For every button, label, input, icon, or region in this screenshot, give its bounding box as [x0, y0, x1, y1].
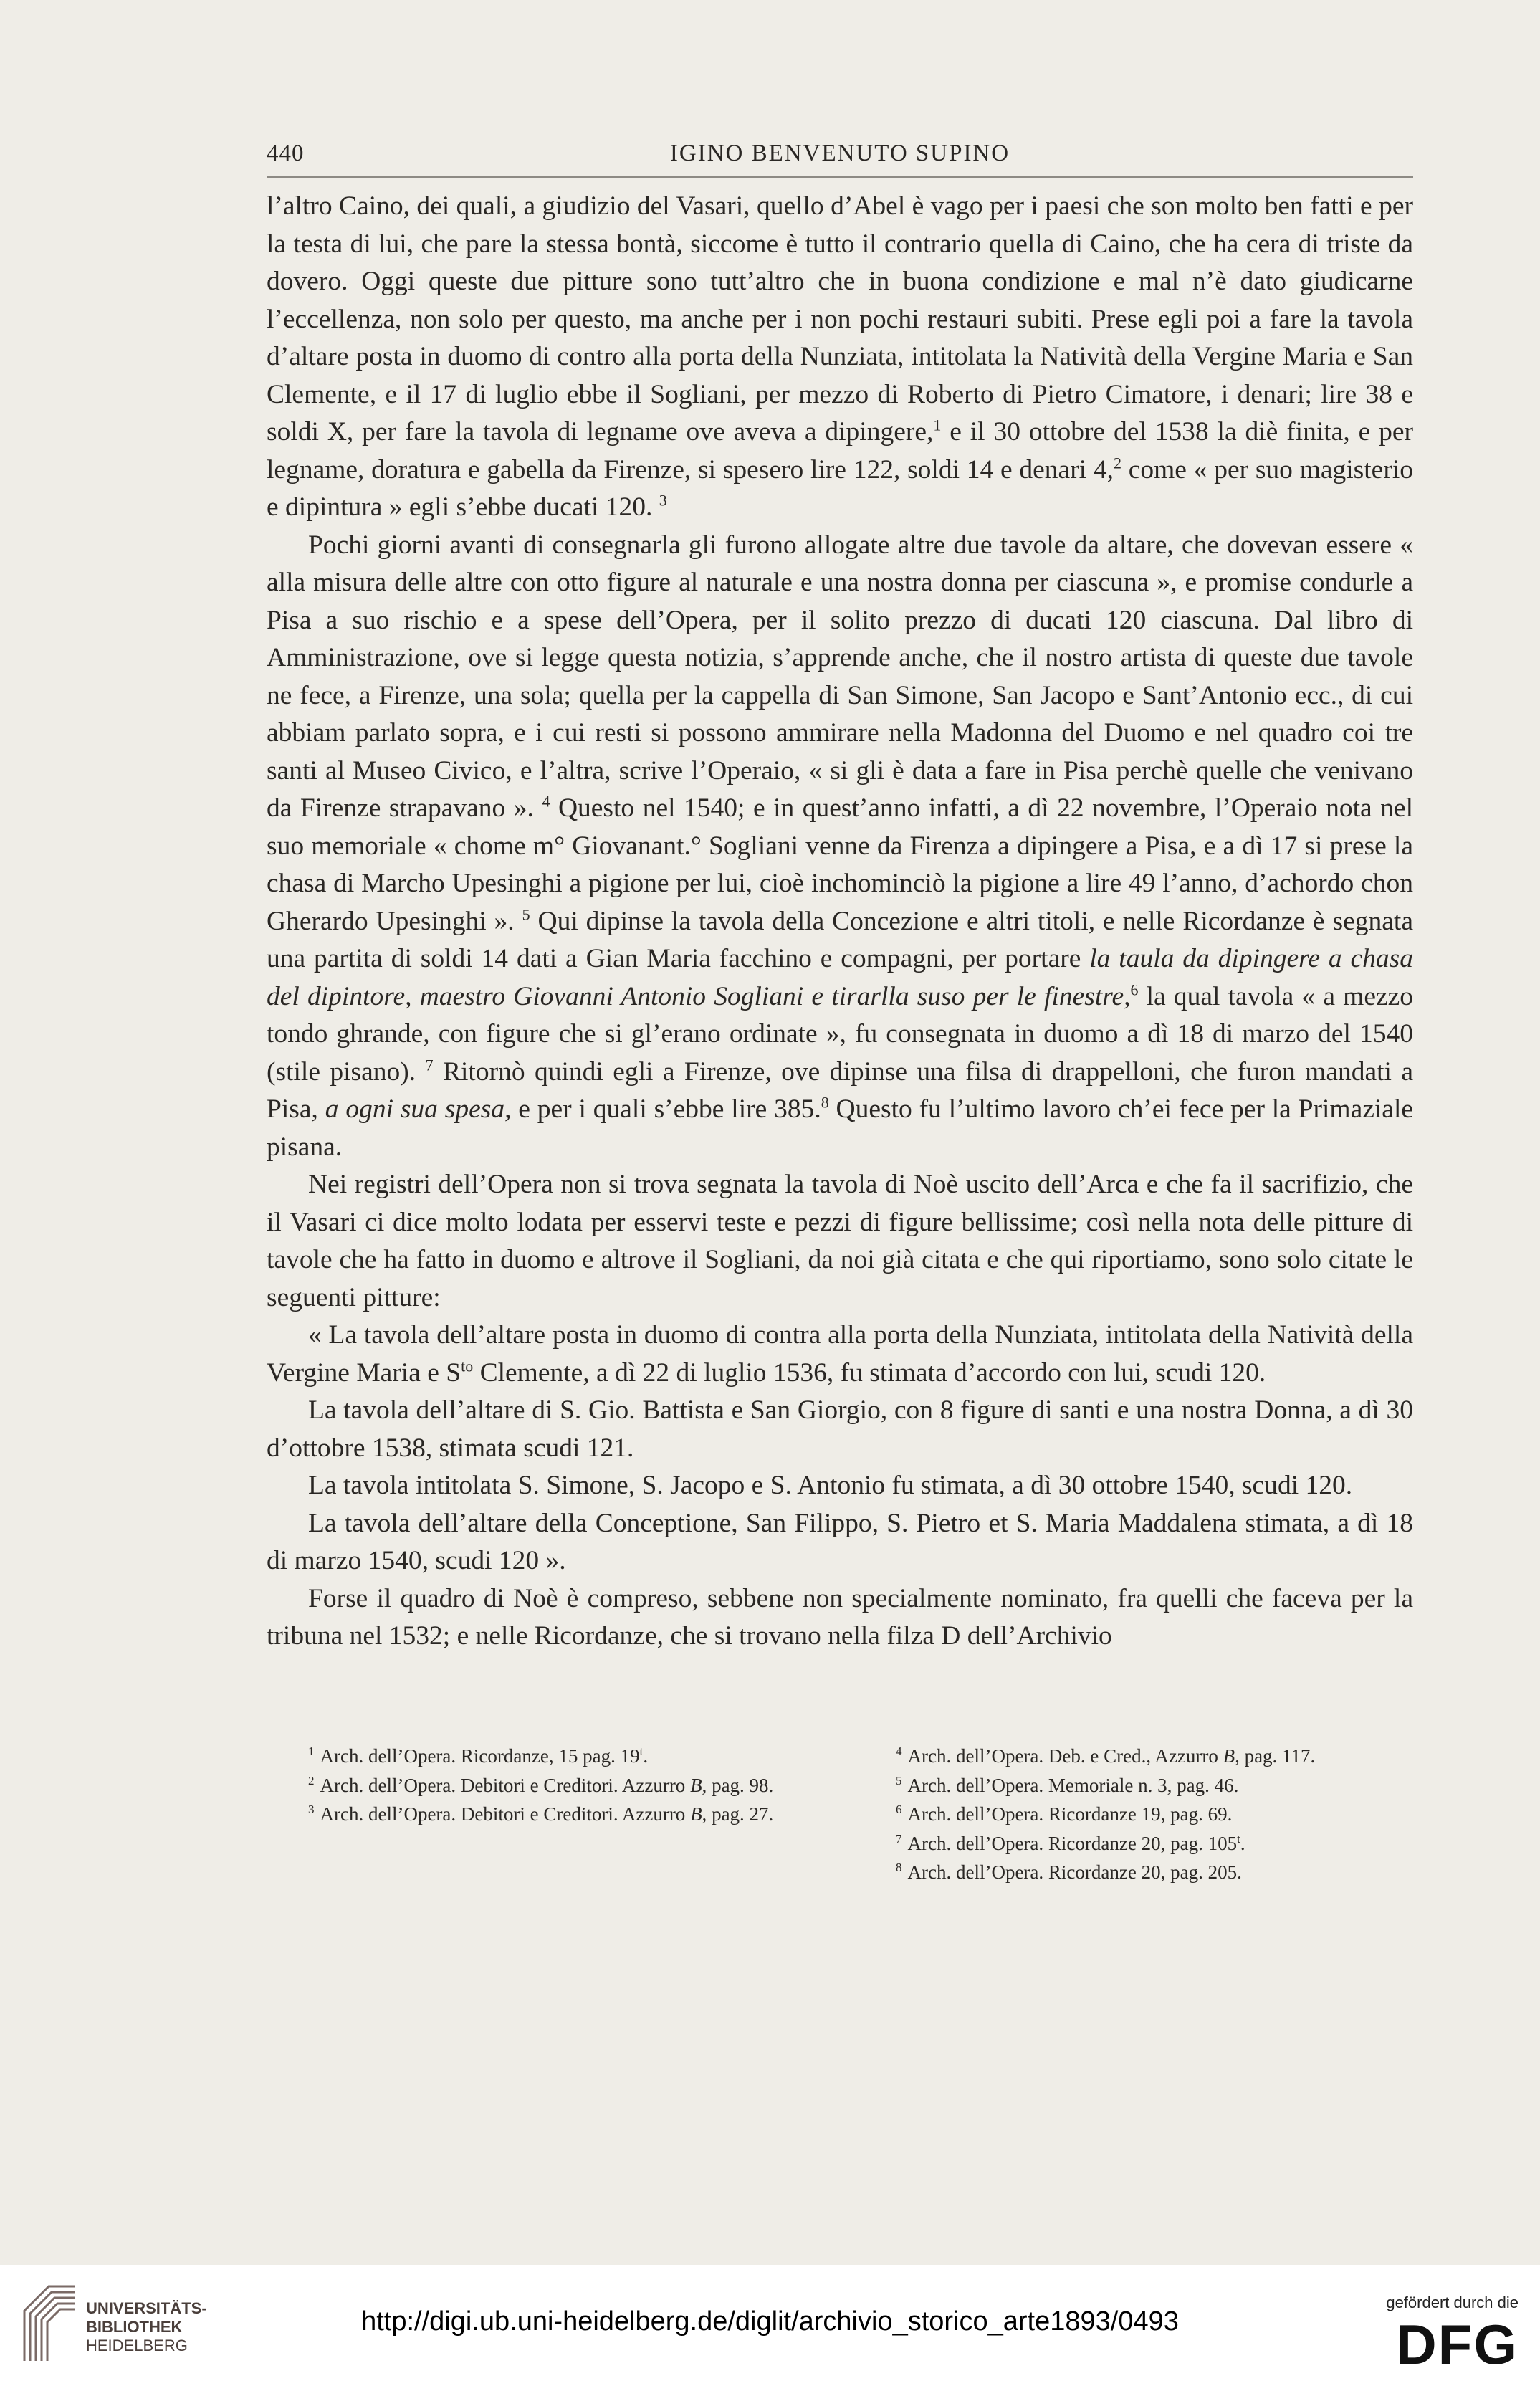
footnotes-left-column: [267, 1742, 826, 1829]
paragraph-2: [267, 527, 1413, 1167]
footnote-text: pag. 27.: [707, 1803, 774, 1825]
footnote-number: 8: [896, 1861, 902, 1874]
footnote-text: Arch. dell’Opera. Ricordanze, 15 pag. 19: [320, 1745, 640, 1767]
footnote-6: [854, 1800, 1413, 1829]
body-text: [267, 188, 1413, 1656]
text-run: Pochi giorni avanti di consegnarla gli furono allogate altre due tavole da altare, che dovevan essere « alla misura delle altre con otto figure al naturale e una nostra donna per ciascuna », e promise condurle a Pisa a suo rischio e a spese dell’Opera, per il solito prezzo di ducati 120 ciascuna. Dal libro di Amministrazione, ove si legge questa notizia, s’apprende anche, che il nostro artista di queste due tavole ne fece, a Firenze, una sola; quella per la cappella di San Simone, San Jacopo e Sant’Antonio ecc., di cui abbiam parlato sopra, e i cui resti si possono ammirare nella Madonna del Duomo e nel quadro coi tre santi al Museo Civico, e l’altra, scrive l’Operaio, « si gli è data a fare in Pisa perchè quelle che venivano da Firenze strapavano ».: [267, 530, 1413, 823]
footnote-1: [267, 1742, 826, 1771]
footnote-number: 5: [896, 1773, 902, 1788]
text-run: Clemente, a dì 22 di luglio 1536, fu stimata d’accordo con lui, scudi 120.: [473, 1357, 1266, 1388]
text-run: e per i quali s’ebbe lire 385.: [511, 1094, 821, 1124]
footnote-number: 1: [308, 1745, 315, 1758]
footnote-4: [854, 1742, 1413, 1771]
footnote-ref-1: 1: [933, 416, 942, 434]
permalink-url[interactable]: http://digi.ub.uni-heidelberg.de/diglit/archivio_storico_arte1893/0493: [361, 2306, 1179, 2337]
text-run: Ritornò quindi egli a Firenze, ove dipinse una filsa di drappelloni, che furon mandati a Pisa,: [267, 1056, 1413, 1124]
footnote-3: [267, 1800, 826, 1829]
library-name-line: BIBLIOTHEK: [86, 2318, 183, 2336]
header-rule: [267, 176, 1413, 178]
footnote-text: pag. 117.: [1239, 1745, 1316, 1767]
footnote-text: Arch. dell’Opera. Ricordanze 20, pag. 105: [907, 1832, 1238, 1854]
italic-quote: la taula da dipingere a chasa del dipintore, maestro Giovanni Antonio Sogliani e tirarlla suso per le finestre,: [267, 944, 1413, 1011]
footnotes-right-column: [854, 1742, 1413, 1887]
footnote-text: Arch. dell’Opera. Ricordanze 20, pag. 205.: [907, 1861, 1242, 1883]
footnote-text: .: [643, 1745, 649, 1767]
running-title: IGINO BENVENUTO SUPINO: [669, 140, 1010, 166]
dfg-logo[interactable]: [1347, 2294, 1519, 2380]
footnote-italic: B,: [1223, 1745, 1240, 1767]
footnote-ref-5: 5: [522, 905, 530, 923]
paragraph-4: [267, 1317, 1413, 1392]
viewer-footer: [0, 2265, 1540, 2391]
footnote-number: 3: [308, 1803, 315, 1816]
funded-by-label: gefördert durch die: [1386, 2294, 1519, 2311]
paragraph-1: [267, 188, 1413, 527]
footnote-text: Arch. dell’Opera. Debitori e Creditori. Azzurro: [320, 1803, 691, 1825]
text-run: « La tavola dell’altare posta in duomo di contra alla porta della Nunziata, intitolata della Natività della Vergine Maria e S: [267, 1320, 1413, 1388]
footnote-8: [854, 1858, 1413, 1887]
footnote-number: 7: [896, 1831, 902, 1846]
text-run: e il 30 ottobre del 1538 la diè finita, e per legname, doratura e gabella da Firenze, si spesero lire 122, soldi 14 e denari 4,: [267, 417, 1413, 485]
footnote-text: Arch. dell’Opera. Memoriale n. 3, pag. 46.: [907, 1774, 1239, 1796]
footnote-superscript: t: [639, 1745, 644, 1758]
library-name-line: UNIVERSITÄTS-: [86, 2299, 207, 2317]
footnote-2: [267, 1771, 826, 1800]
footnote-ref-2: 2: [1113, 454, 1121, 472]
footnote-superscript: t: [1237, 1831, 1240, 1846]
text-run: Qui dipinse la tavola della Concezione e altri titoli, e nelle Ricordanze è segnata una partita di soldi 14 dati a Gian Maria facchino e compagni, per portare: [267, 906, 1413, 973]
footnote-ref-8: 8: [821, 1093, 829, 1112]
footnote-number: 6: [896, 1803, 902, 1816]
footnote-italic: B,: [690, 1803, 707, 1825]
text-run: come « per suo magisterio e dipintura » egli s’ebbe ducati 120.: [267, 454, 1413, 522]
footnote-ref-6: 6: [1130, 980, 1139, 998]
paragraph-5: La tavola dell’altare di S. Gio. Battista e San Giorgio, con 8 figure di santi e una nostra Donna, a dì 30 d’ottobre 1538, stimata scudi 121.: [267, 1395, 1413, 1463]
footnote-text: Arch. dell’Opera. Deb. e Cred., Azzurro: [907, 1745, 1223, 1767]
page-number: 440: [267, 140, 305, 166]
paragraph-3: Nei registri dell’Opera non si trova segnata la tavola di Noè uscito dell’Arca e che fa il sacrifizio, che il Vasari ci dice molto lodata per esservi teste e pezzi di figure bellissime; così nella nota delle pitture di tavole che ha fatto in duomo e altrove il Sogliani, da noi già citata e che qui riportiamo, sono solo citate le seguenti pitture:: [267, 1170, 1413, 1312]
superscript-abbrev: to: [461, 1357, 474, 1375]
paragraph-8: Forse il quadro di Noè è compreso, sebbene non specialmente nominato, fra quelli che faceva per la tribuna nel 1532; e nelle Ricordanze, che si trovano nella filza D dell’Archivio: [267, 1583, 1413, 1651]
footnote-ref-4: 4: [542, 792, 550, 811]
library-name-line: HEIDELBERG: [86, 2337, 188, 2354]
page-header: [267, 138, 1413, 178]
italic-quote: a ogni sua spesa,: [325, 1094, 512, 1124]
text-run: Questo nel 1540; e in quest’anno infatti, a dì 22 novembre, l’Operaio nota nel suo memoriale « chome m° Giovanant.° Sogliani venne da Firenza a dipingere a Pisa, e a dì 17 si prese la chasa di Marcho Upesinghi a pigione per lui, cioè inchominciò la pigione a lire 49 l’anno, d’achordo chon Gherardo Upesinghi ».: [267, 793, 1413, 936]
text-run: la qual tavola « a mezzo tondo ghrande, con figure che si gl’erano ordinate », fu consegnata in duomo a dì 18 di marzo del 1540 (stile pisano).: [267, 981, 1413, 1087]
footnote-number: 2: [308, 1773, 315, 1788]
footnote-text: Arch. dell’Opera. Ricordanze 19, pag. 69.: [907, 1803, 1233, 1825]
footnote-ref-7: 7: [425, 1056, 434, 1074]
paragraph-6: La tavola intitolata S. Simone, S. Jacopo e S. Antonio fu stimata, a dì 30 ottobre 1540, scudi 120.: [308, 1471, 1353, 1500]
text-run: Questo fu l’ultimo lavoro ch’ei fece per la Primaziale pisana.: [267, 1094, 1414, 1162]
footnote-ref-3: 3: [659, 491, 667, 510]
text-run: l’altro Caino, dei quali, a giudizio del Vasari, quello d’Abel è vago per i paesi che son molto ben fatti e per la testa di lui, che pare la stessa bontà, siccome è tutto il contrario quella di Caino, che ha cera di triste da dovero. Oggi queste due pitture sono tutt’altro che in buona condizione e mal n’è dato giudicarne l’eccellenza, non solo per questo, ma anche per i non pochi restauri subiti. Prese egli poi a fare la tavola d’altare posta in duomo di contro alla porta della Nunziata, intitolata la Natività della Vergine Maria e San Clemente, e il 17 di luglio ebbe il Sogliani, per mezzo di Roberto di Pietro Cimatore, i denari; lire 38 e soldi X, per fare la tavola di legname ove aveva a dipingere,: [267, 191, 1413, 447]
footnote-italic: B,: [690, 1774, 707, 1796]
dfg-mark: DFG: [1396, 2313, 1519, 2376]
footnote-text: pag. 98.: [707, 1774, 774, 1796]
footnote-text: Arch. dell’Opera. Debitori e Creditori. Azzurro: [320, 1774, 691, 1796]
footnote-text: .: [1240, 1832, 1245, 1854]
paragraph-7: La tavola dell’altare della Conceptione, San Filippo, S. Pietro et S. Maria Maddalena stimata, a dì 18 di marzo 1540, scudi 120 ».: [267, 1508, 1413, 1575]
footnote-number: 4: [896, 1745, 902, 1758]
footnote-5: [854, 1771, 1413, 1800]
footnote-7: [854, 1829, 1413, 1858]
